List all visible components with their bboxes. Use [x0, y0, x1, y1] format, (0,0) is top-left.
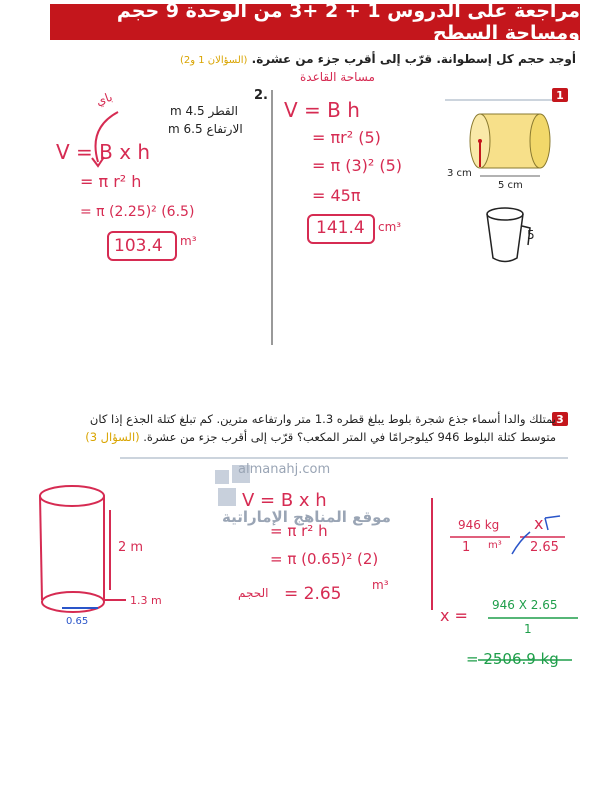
ratio-den-right: 2.65 [530, 540, 559, 555]
problem1-height-label: 5 cm [498, 180, 523, 191]
height-label: الارتفاع [206, 122, 243, 136]
p1-answer: 141.4 [316, 218, 365, 238]
problem3-reference: (السؤال 3) [85, 430, 140, 444]
problem1-cylinder [470, 114, 550, 176]
problem1-marker: 1 [552, 88, 568, 102]
p3-line1: V = B x h [242, 490, 327, 511]
problem3-text [76, 410, 556, 446]
p3-line4: = 2.65 [284, 584, 342, 604]
instruction-reference: (السؤالان 1 و2) [179, 55, 248, 66]
problem2-diameter [170, 104, 238, 118]
watermark-text: موقع المناهج الإماراتية [222, 508, 391, 526]
solve-denominator: 1 [524, 622, 532, 636]
p2-note: باي [94, 89, 115, 109]
p1-unit: cm³ [378, 220, 402, 234]
p3-height-label: 2 m [118, 540, 144, 555]
watermark-url: almanahj.com [238, 462, 331, 477]
problem3-cylinder [40, 486, 126, 612]
problem2-number: 2. [254, 88, 268, 103]
instruction-text: أوجد حجم كل إسطوانة. قرّب إلى أقرب جزء من عشرة. [251, 52, 576, 66]
ratio-num-right: x [534, 514, 544, 533]
final-answer: = 2506.9 kg [466, 650, 559, 668]
p2-line3: = π (2.25)² (6.5) [80, 204, 195, 220]
p1-line4: = 45π [312, 186, 361, 205]
problem3-marker: 3 [552, 412, 568, 426]
p1-note: مساحة القاعدة [300, 70, 375, 84]
p3-volume-label: الحجم [238, 586, 269, 600]
p3-diameter-label: 1.3 m [130, 594, 162, 607]
problem2-height [168, 122, 243, 136]
p1-line3: = π (3)² (5) [312, 156, 403, 175]
p2-line1: V = B x h [56, 140, 151, 164]
diameter-label: القطر [208, 104, 238, 118]
problem1-sketch [487, 208, 530, 262]
problem3-body: يمتلك والدا أسماء جذع شجرة بلوط يبلغ قطره 1.3 متر وارتفاعه مترين. كم تبلغ كتلة الجذع إذا كان متوسط كتلة البلوط 946 كيلوجرامًا في المتر المكعب؟ قرّب إلى أقرب جزء من عشرة. [89, 412, 556, 444]
problem1-radius-label: 3 cm [447, 168, 472, 179]
p1-line2: = πr² (5) [312, 128, 381, 147]
solve-x: x = [440, 606, 468, 625]
p1-sketch-label: 5 [527, 228, 535, 242]
p2-answer: 103.4 [114, 236, 163, 256]
p3-radius-label: 0.65 [66, 616, 89, 627]
p3-unit: m³ [372, 578, 389, 592]
diameter-value: 4.5 m [170, 104, 205, 118]
ratio-den-left: 1 [462, 540, 471, 555]
height-value: 6.5 m [168, 122, 203, 136]
p2-line2: = π r² h [80, 172, 142, 191]
p1-line1: V = B h [284, 98, 360, 122]
solve-numerator: 946 X 2.65 [492, 598, 558, 612]
p3-line2: = π r² h [270, 522, 328, 540]
ratio-num-left: 946 kg [458, 518, 500, 532]
ratio-den-left-unit: m³ [488, 540, 502, 551]
lesson-title: مراجعة على الدروس 1 + 2 +3 من الوحدة 9 حجم ومساحة السطح [50, 4, 580, 40]
p3-line3: = π (0.65)² (2) [270, 550, 379, 568]
p2-unit: m³ [180, 234, 197, 248]
